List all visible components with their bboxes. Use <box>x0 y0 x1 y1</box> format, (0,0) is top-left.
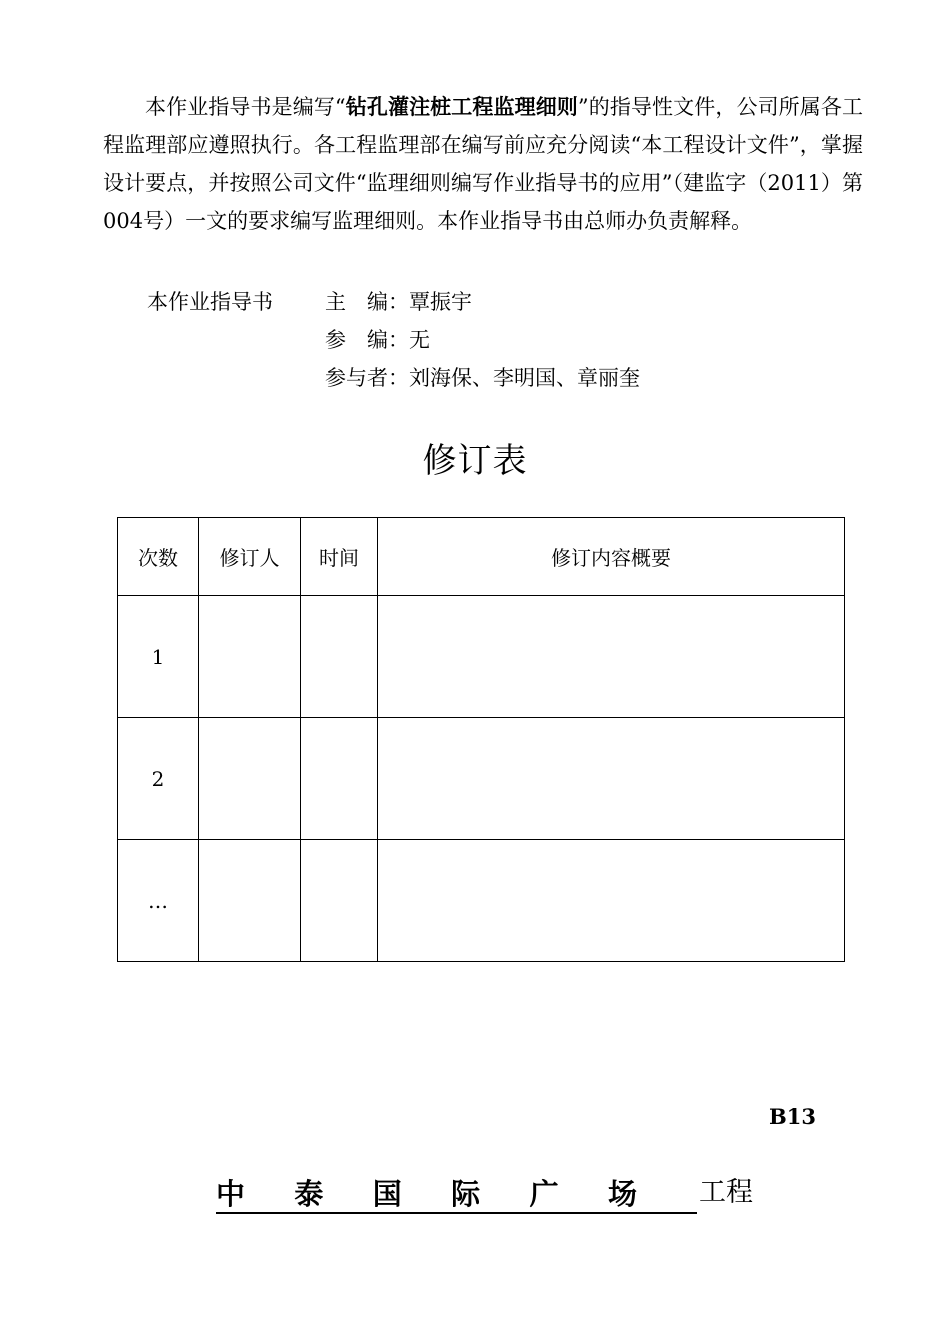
credit-role: 参与者： <box>325 366 409 390</box>
credit-row-coeditor <box>147 321 640 359</box>
summary-cell <box>378 596 845 718</box>
reviser-cell <box>199 840 301 962</box>
intro-paragraph <box>103 88 863 240</box>
header-reviser: 修订人 <box>199 518 301 596</box>
reviser-cell <box>199 718 301 840</box>
credits-block <box>147 283 640 397</box>
time-cell <box>301 840 378 962</box>
project-name-char: 场 <box>607 1176 637 1211</box>
credit-value: 无 <box>409 328 430 352</box>
intro-bold-title: 钻孔灌注桩工程监理细则 <box>345 94 578 119</box>
table-row <box>118 840 845 962</box>
time-cell <box>301 596 378 718</box>
project-name-char: 泰 <box>294 1176 324 1211</box>
credit-value: 覃振宇 <box>409 290 472 314</box>
header-count: 次数 <box>118 518 199 596</box>
time-cell <box>301 718 378 840</box>
document-code: B13 <box>769 1104 816 1129</box>
project-footer <box>216 1170 753 1214</box>
row-number: 2 <box>118 718 199 840</box>
credit-row-editor <box>147 283 640 321</box>
project-name-char: 中 <box>216 1176 246 1211</box>
intro-text-part1: 本作业指导书是编写“ <box>145 95 346 119</box>
table-header-row <box>118 518 845 596</box>
summary-cell <box>378 718 845 840</box>
credit-role: 参 编： <box>325 328 409 352</box>
credit-role: 主 编： <box>325 290 409 314</box>
credits-lead: 本作业指导书 <box>147 290 273 314</box>
table-row <box>118 596 845 718</box>
project-name-char: 国 <box>372 1176 402 1211</box>
intro-text-part2: ”的指导性文件，公司所属各工程监理部应遵照执行。各工程监理部在编写前应充分阅读“本工程设计文件”，掌握设计要点，并按照公司文件“监理细则编写作业指导书的应用”（建监字（2011）第004号）一文的要求编写监理细则。本作业指导书由总师办负责解释。 <box>103 95 863 233</box>
revision-table <box>117 517 845 962</box>
project-name-char: 际 <box>451 1176 481 1211</box>
revision-table-title: 修订表 <box>422 441 528 481</box>
project-name <box>216 1172 697 1214</box>
credit-row-participants <box>147 359 640 397</box>
table-row <box>118 718 845 840</box>
project-name-char: 广 <box>529 1176 559 1211</box>
reviser-cell <box>199 596 301 718</box>
header-time: 时间 <box>301 518 378 596</box>
summary-cell <box>378 840 845 962</box>
row-number: 1 <box>118 596 199 718</box>
credit-value: 刘海保、李明国、章丽奎 <box>409 366 640 390</box>
header-summary: 修订内容概要 <box>378 518 845 596</box>
project-suffix: 工程 <box>699 1177 753 1208</box>
row-number: … <box>118 840 199 962</box>
